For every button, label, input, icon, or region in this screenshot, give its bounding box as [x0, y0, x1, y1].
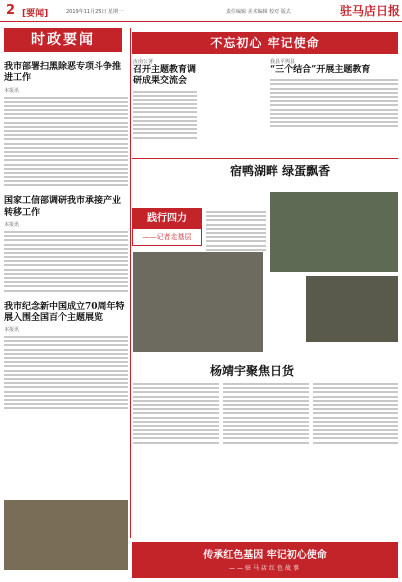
- bottom-left-photo: [4, 500, 128, 570]
- article-body: [4, 97, 128, 187]
- article-headline: “三个结合”开展主题教育: [270, 65, 371, 75]
- article-a1[interactable]: [133, 58, 197, 141]
- feature-photo-1: [270, 192, 398, 272]
- siliu-title: 践行四力: [133, 209, 201, 229]
- article-body: [270, 79, 398, 127]
- article-headline: 召开主题教育调研成果交流会: [133, 65, 197, 87]
- article-kicker: 我县平舆县: [270, 59, 296, 65]
- issue-date: 2019年11月25日 星期一: [66, 9, 124, 15]
- page-number: 2: [6, 3, 16, 18]
- left-column: [4, 28, 128, 528]
- yang-col-3: [313, 380, 398, 446]
- article-a3-title: [230, 164, 330, 179]
- article-byline: 本报讯: [4, 221, 20, 228]
- feature-headline: 宿鸭湖畔 绿蛋飘香: [230, 164, 331, 178]
- section-label: [要闻]: [22, 9, 49, 19]
- yang-col-1: [133, 380, 219, 446]
- article-body: [4, 231, 128, 292]
- article-byline: 本报讯: [4, 87, 20, 94]
- bottom-banner-title: 传承红色基因 牢记初心使命: [203, 550, 327, 561]
- yang-headline: 杨靖宇聚焦日货: [210, 364, 295, 378]
- left-article-3[interactable]: [4, 302, 128, 410]
- article-byline: 本报讯: [4, 327, 20, 334]
- article-kicker: 汝南公署: [133, 59, 154, 65]
- feature-photo-2: [133, 252, 263, 352]
- masthead-logo: 驻马店日报: [340, 4, 401, 18]
- article-headline: 我市纪念新中国成立70周年特展入围全国百个主题展览: [4, 301, 125, 323]
- yang-col-2: [223, 380, 309, 446]
- siliu-subtitle: ——记者走基层: [142, 233, 192, 241]
- siliu-badge: [132, 208, 202, 246]
- column-divider: [130, 28, 131, 538]
- bottom-banner: [132, 542, 398, 578]
- article-body: [4, 336, 128, 409]
- article-a2[interactable]: [270, 58, 398, 130]
- article-headline: 国家工信部调研我市承接产业转移工作: [4, 196, 122, 218]
- article-headline: 我市部署扫黑除恶专项斗争推进工作: [4, 62, 122, 84]
- column-header: 时政要闻: [4, 28, 122, 52]
- main-banner: 不忘初心 牢记使命: [132, 32, 398, 54]
- left-article-1[interactable]: [4, 62, 128, 186]
- bottom-banner-subtitle: ——驻马店红色故事: [228, 565, 301, 572]
- article-body: [133, 91, 197, 139]
- section-rule: [132, 158, 398, 159]
- left-article-2[interactable]: [4, 196, 128, 291]
- editors-line: 责任编辑 美术编辑 校对 版式: [226, 9, 291, 15]
- feature-body-1: [206, 208, 266, 253]
- feature-photo-3: [306, 276, 398, 342]
- top-bar: [0, 0, 402, 22]
